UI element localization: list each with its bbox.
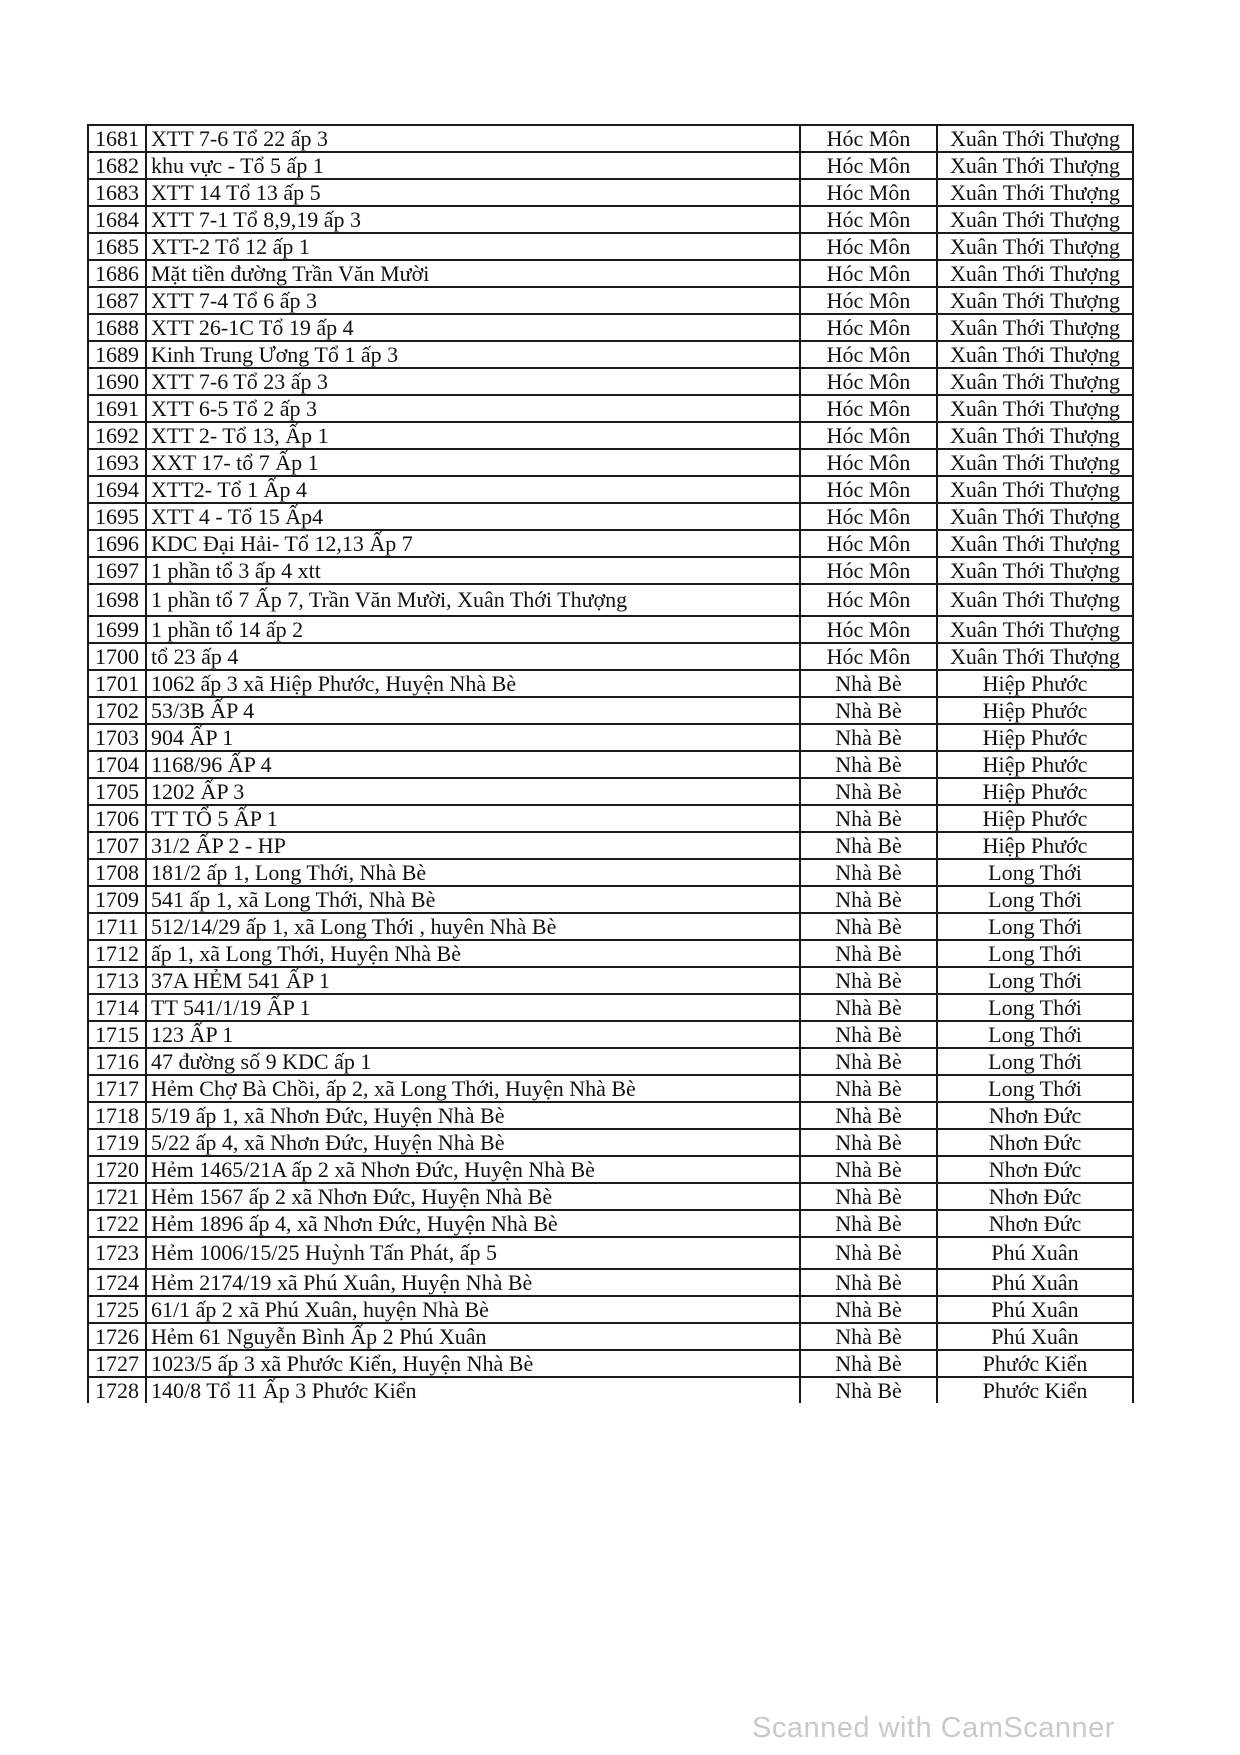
row-number: 1698	[88, 584, 146, 616]
row-ward: Long Thới	[937, 1075, 1133, 1102]
row-district: Hóc Môn	[800, 503, 937, 530]
row-ward: Xuân Thới Thượng	[937, 368, 1133, 395]
row-address: XTT 2- Tổ 13, Ấp 1	[146, 422, 800, 449]
row-ward: Long Thới	[937, 1048, 1133, 1075]
row-number: 1695	[88, 503, 146, 530]
row-address: Hẻm 61 Nguyễn Bình Ấp 2 Phú Xuân	[146, 1323, 800, 1350]
row-number: 1708	[88, 859, 146, 886]
row-number: 1717	[88, 1075, 146, 1102]
table-row	[88, 395, 1133, 422]
row-address: XTT 7-6 Tổ 23 ấp 3	[146, 368, 800, 395]
row-number: 1725	[88, 1296, 146, 1323]
table-row	[88, 913, 1133, 940]
row-number: 1703	[88, 724, 146, 751]
table-row	[88, 967, 1133, 994]
row-district: Nhà Bè	[800, 1210, 937, 1237]
table-row	[88, 724, 1133, 751]
row-ward: Xuân Thới Thượng	[937, 233, 1133, 260]
row-ward: Xuân Thới Thượng	[937, 179, 1133, 206]
row-ward: Xuân Thới Thượng	[937, 584, 1133, 616]
row-district: Nhà Bè	[800, 1269, 937, 1296]
table-row	[88, 940, 1133, 967]
row-address: TT 541/1/19 ẤP 1	[146, 994, 800, 1021]
row-address: tổ 23 ấp 4	[146, 643, 800, 670]
row-district: Hóc Môn	[800, 643, 937, 670]
row-number: 1685	[88, 233, 146, 260]
row-number: 1688	[88, 314, 146, 341]
row-number: 1728	[88, 1377, 146, 1403]
row-ward: Hiệp Phước	[937, 670, 1133, 697]
table-row	[88, 886, 1133, 913]
row-district: Hóc Môn	[800, 557, 937, 584]
row-district: Nhà Bè	[800, 1296, 937, 1323]
row-ward: Hiệp Phước	[937, 832, 1133, 859]
table-row	[88, 584, 1133, 616]
row-ward: Long Thới	[937, 967, 1133, 994]
table-row	[88, 1156, 1133, 1183]
row-address: khu vực - Tổ 5 ấp 1	[146, 152, 800, 179]
table-row	[88, 832, 1133, 859]
row-ward: Hiệp Phước	[937, 778, 1133, 805]
row-address: XTT 4 - Tổ 15 Ấp4	[146, 503, 800, 530]
row-ward: Xuân Thới Thượng	[937, 449, 1133, 476]
row-number: 1701	[88, 670, 146, 697]
row-district: Nhà Bè	[800, 1377, 937, 1403]
row-address: KDC Đại Hải- Tổ 12,13 Ấp 7	[146, 530, 800, 557]
row-address: Hẻm 1006/15/25 Huỳnh Tấn Phát, ấp 5	[146, 1237, 800, 1269]
row-ward: Xuân Thới Thượng	[937, 314, 1133, 341]
row-district: Nhà Bè	[800, 697, 937, 724]
row-address: 181/2 ấp 1, Long Thới, Nhà Bè	[146, 859, 800, 886]
row-address: 1 phần tổ 3 ấp 4 xtt	[146, 557, 800, 584]
row-address: 61/1 ấp 2 xã Phú Xuân, huyện Nhà Bè	[146, 1296, 800, 1323]
table-row	[88, 206, 1133, 233]
row-district: Nhà Bè	[800, 859, 937, 886]
row-address: XTT2- Tổ 1 Ấp 4	[146, 476, 800, 503]
table-row	[88, 1129, 1133, 1156]
row-number: 1686	[88, 260, 146, 287]
row-number: 1713	[88, 967, 146, 994]
row-number: 1721	[88, 1183, 146, 1210]
row-address: 904 ẤP 1	[146, 724, 800, 751]
table-row	[88, 1021, 1133, 1048]
row-district: Hóc Môn	[800, 616, 937, 643]
row-number: 1683	[88, 179, 146, 206]
row-district: Nhà Bè	[800, 1323, 937, 1350]
row-number: 1705	[88, 778, 146, 805]
table-row	[88, 1377, 1133, 1403]
row-ward: Xuân Thới Thượng	[937, 287, 1133, 314]
row-district: Nhà Bè	[800, 913, 937, 940]
row-ward: Phú Xuân	[937, 1323, 1133, 1350]
row-address: Hẻm 1465/21A ấp 2 xã Nhơn Đức, Huyện Nhà Bè	[146, 1156, 800, 1183]
row-district: Nhà Bè	[800, 994, 937, 1021]
row-number: 1724	[88, 1269, 146, 1296]
row-ward: Xuân Thới Thượng	[937, 557, 1133, 584]
row-district: Hóc Môn	[800, 422, 937, 449]
row-address: 1168/96 ẤP 4	[146, 751, 800, 778]
row-ward: Xuân Thới Thượng	[937, 260, 1133, 287]
row-number: 1723	[88, 1237, 146, 1269]
row-ward: Xuân Thới Thượng	[937, 422, 1133, 449]
row-number: 1719	[88, 1129, 146, 1156]
row-district: Hóc Môn	[800, 314, 937, 341]
row-number: 1709	[88, 886, 146, 913]
address-table-body	[88, 125, 1133, 1403]
row-number: 1696	[88, 530, 146, 557]
row-district: Hóc Môn	[800, 476, 937, 503]
row-district: Nhà Bè	[800, 1237, 937, 1269]
row-number: 1681	[88, 125, 146, 152]
row-ward: Xuân Thới Thượng	[937, 341, 1133, 368]
table-row	[88, 751, 1133, 778]
row-district: Hóc Môn	[800, 287, 937, 314]
table-row	[88, 476, 1133, 503]
table-row	[88, 1237, 1133, 1269]
row-district: Hóc Môn	[800, 233, 937, 260]
table-row	[88, 994, 1133, 1021]
row-number: 1715	[88, 1021, 146, 1048]
row-address: 1 phần tổ 14 ấp 2	[146, 616, 800, 643]
row-address: 1 phần tổ 7 Ấp 7, Trần Văn Mười, Xuân Thới Thượng	[146, 584, 800, 616]
table-row	[88, 859, 1133, 886]
row-ward: Xuân Thới Thượng	[937, 616, 1133, 643]
row-address: 541 ấp 1, xã Long Thới, Nhà Bè	[146, 886, 800, 913]
row-ward: Xuân Thới Thượng	[937, 643, 1133, 670]
row-ward: Long Thới	[937, 994, 1133, 1021]
table-row	[88, 449, 1133, 476]
row-district: Nhà Bè	[800, 832, 937, 859]
table-row	[88, 233, 1133, 260]
row-number: 1687	[88, 287, 146, 314]
row-ward: Nhơn Đức	[937, 1102, 1133, 1129]
row-number: 1727	[88, 1350, 146, 1377]
table-row	[88, 179, 1133, 206]
row-district: Nhà Bè	[800, 805, 937, 832]
row-ward: Hiệp Phước	[937, 724, 1133, 751]
table-row	[88, 670, 1133, 697]
row-address: 5/19 ấp 1, xã Nhơn Đức, Huyện Nhà Bè	[146, 1102, 800, 1129]
table-row	[88, 152, 1133, 179]
row-district: Hóc Môn	[800, 449, 937, 476]
row-ward: Hiệp Phước	[937, 805, 1133, 832]
row-district: Nhà Bè	[800, 1183, 937, 1210]
row-district: Nhà Bè	[800, 724, 937, 751]
row-ward: Long Thới	[937, 1021, 1133, 1048]
table-row	[88, 1210, 1133, 1237]
row-district: Nhà Bè	[800, 1048, 937, 1075]
table-row	[88, 341, 1133, 368]
row-number: 1684	[88, 206, 146, 233]
row-number: 1697	[88, 557, 146, 584]
table-row	[88, 1296, 1133, 1323]
row-ward: Xuân Thới Thượng	[937, 152, 1133, 179]
row-address: 53/3B ẤP 4	[146, 697, 800, 724]
row-address: Mặt tiền đường Trần Văn Mười	[146, 260, 800, 287]
row-address: XTT 26-1C Tổ 19 ấp 4	[146, 314, 800, 341]
row-district: Nhà Bè	[800, 1075, 937, 1102]
table-row	[88, 287, 1133, 314]
table-row	[88, 503, 1133, 530]
scanner-watermark: Scanned with CamScanner	[752, 1712, 1115, 1744]
row-district: Hóc Môn	[800, 530, 937, 557]
table-row	[88, 1183, 1133, 1210]
table-row	[88, 1323, 1133, 1350]
row-ward: Nhơn Đức	[937, 1129, 1133, 1156]
row-number: 1712	[88, 940, 146, 967]
row-ward: Long Thới	[937, 913, 1133, 940]
row-district: Hóc Môn	[800, 152, 937, 179]
row-address: XTT 14 Tổ 13 ấp 5	[146, 179, 800, 206]
row-address: 1062 ấp 3 xã Hiệp Phước, Huyện Nhà Bè	[146, 670, 800, 697]
row-ward: Long Thới	[937, 886, 1133, 913]
row-address: 123 ẤP 1	[146, 1021, 800, 1048]
row-number: 1711	[88, 913, 146, 940]
row-ward: Nhơn Đức	[937, 1183, 1133, 1210]
row-address: Hẻm Chợ Bà Chồi, ấp 2, xã Long Thới, Huyện Nhà Bè	[146, 1075, 800, 1102]
table-row	[88, 697, 1133, 724]
row-district: Hóc Môn	[800, 125, 937, 152]
table-row	[88, 125, 1133, 152]
row-district: Nhà Bè	[800, 670, 937, 697]
row-address: Hẻm 2174/19 xã Phú Xuân, Huyện Nhà Bè	[146, 1269, 800, 1296]
row-ward: Phước Kiển	[937, 1377, 1133, 1403]
row-address: XTT 7-1 Tổ 8,9,19 ấp 3	[146, 206, 800, 233]
table-row	[88, 643, 1133, 670]
row-district: Nhà Bè	[800, 778, 937, 805]
row-address: 140/8 Tổ 11 Ấp 3 Phước Kiển	[146, 1377, 800, 1403]
row-ward: Xuân Thới Thượng	[937, 125, 1133, 152]
row-district: Hóc Môn	[800, 584, 937, 616]
row-ward: Hiệp Phước	[937, 697, 1133, 724]
row-number: 1716	[88, 1048, 146, 1075]
row-number: 1691	[88, 395, 146, 422]
table-row	[88, 1102, 1133, 1129]
row-address: XXT 17- tổ 7 Ấp 1	[146, 449, 800, 476]
row-address: 37A HẺM 541 ẤP 1	[146, 967, 800, 994]
row-number: 1726	[88, 1323, 146, 1350]
row-ward: Long Thới	[937, 859, 1133, 886]
row-ward: Phước Kiển	[937, 1350, 1133, 1377]
row-number: 1689	[88, 341, 146, 368]
row-address: XTT 6-5 Tổ 2 ấp 3	[146, 395, 800, 422]
row-number: 1707	[88, 832, 146, 859]
row-address: XTT 7-4 Tổ 6 ấp 3	[146, 287, 800, 314]
row-address: Hẻm 1567 ấp 2 xã Nhơn Đức, Huyện Nhà Bè	[146, 1183, 800, 1210]
row-address: 1202 ẤP 3	[146, 778, 800, 805]
row-ward: Xuân Thới Thượng	[937, 476, 1133, 503]
table-row	[88, 422, 1133, 449]
row-number: 1706	[88, 805, 146, 832]
row-number: 1720	[88, 1156, 146, 1183]
row-address: Kinh Trung Ương Tổ 1 ấp 3	[146, 341, 800, 368]
row-ward: Hiệp Phước	[937, 751, 1133, 778]
row-district: Hóc Môn	[800, 179, 937, 206]
row-address: XTT-2 Tổ 12 ấp 1	[146, 233, 800, 260]
row-number: 1699	[88, 616, 146, 643]
row-number: 1693	[88, 449, 146, 476]
row-ward: Nhơn Đức	[937, 1210, 1133, 1237]
row-number: 1700	[88, 643, 146, 670]
row-address: 31/2 ẤP 2 - HP	[146, 832, 800, 859]
row-ward: Nhơn Đức	[937, 1156, 1133, 1183]
row-number: 1692	[88, 422, 146, 449]
row-number: 1690	[88, 368, 146, 395]
row-ward: Xuân Thới Thượng	[937, 503, 1133, 530]
row-address: 1023/5 ấp 3 xã Phước Kiển, Huyện Nhà Bè	[146, 1350, 800, 1377]
row-district: Nhà Bè	[800, 1021, 937, 1048]
table-row	[88, 1075, 1133, 1102]
table-row	[88, 1350, 1133, 1377]
row-address: 512/14/29 ấp 1, xã Long Thới , huyên Nhà Bè	[146, 913, 800, 940]
table-row	[88, 260, 1133, 287]
row-address: XTT 7-6 Tổ 22 ấp 3	[146, 125, 800, 152]
row-district: Nhà Bè	[800, 751, 937, 778]
row-address: Hẻm 1896 ấp 4, xã Nhơn Đức, Huyện Nhà Bè	[146, 1210, 800, 1237]
row-district: Nhà Bè	[800, 967, 937, 994]
row-district: Hóc Môn	[800, 368, 937, 395]
row-ward: Phú Xuân	[937, 1237, 1133, 1269]
table-row	[88, 805, 1133, 832]
row-district: Hóc Môn	[800, 206, 937, 233]
row-ward: Xuân Thới Thượng	[937, 395, 1133, 422]
table-row	[88, 557, 1133, 584]
table-row	[88, 778, 1133, 805]
row-district: Nhà Bè	[800, 1156, 937, 1183]
table-row	[88, 314, 1133, 341]
table-row	[88, 616, 1133, 643]
row-district: Nhà Bè	[800, 1129, 937, 1156]
row-district: Nhà Bè	[800, 1350, 937, 1377]
row-district: Nhà Bè	[800, 940, 937, 967]
row-number: 1694	[88, 476, 146, 503]
row-number: 1718	[88, 1102, 146, 1129]
row-ward: Xuân Thới Thượng	[937, 530, 1133, 557]
row-ward: Phú Xuân	[937, 1269, 1133, 1296]
table-row	[88, 1048, 1133, 1075]
row-number: 1702	[88, 697, 146, 724]
row-district: Hóc Môn	[800, 260, 937, 287]
row-district: Nhà Bè	[800, 1102, 937, 1129]
row-ward: Long Thới	[937, 940, 1133, 967]
table-row	[88, 368, 1133, 395]
row-address: ấp 1, xã Long Thới, Huyện Nhà Bè	[146, 940, 800, 967]
table-row	[88, 1269, 1133, 1296]
row-ward: Phú Xuân	[937, 1296, 1133, 1323]
row-number: 1722	[88, 1210, 146, 1237]
row-district: Hóc Môn	[800, 395, 937, 422]
row-number: 1704	[88, 751, 146, 778]
row-number: 1682	[88, 152, 146, 179]
table-row	[88, 530, 1133, 557]
row-address: TT TỔ 5 ẤP 1	[146, 805, 800, 832]
row-district: Hóc Môn	[800, 341, 937, 368]
row-number: 1714	[88, 994, 146, 1021]
address-table	[87, 124, 1134, 1403]
row-district: Nhà Bè	[800, 886, 937, 913]
row-address: 47 đường số 9 KDC ấp 1	[146, 1048, 800, 1075]
row-ward: Xuân Thới Thượng	[937, 206, 1133, 233]
row-address: 5/22 ấp 4, xã Nhơn Đức, Huyện Nhà Bè	[146, 1129, 800, 1156]
